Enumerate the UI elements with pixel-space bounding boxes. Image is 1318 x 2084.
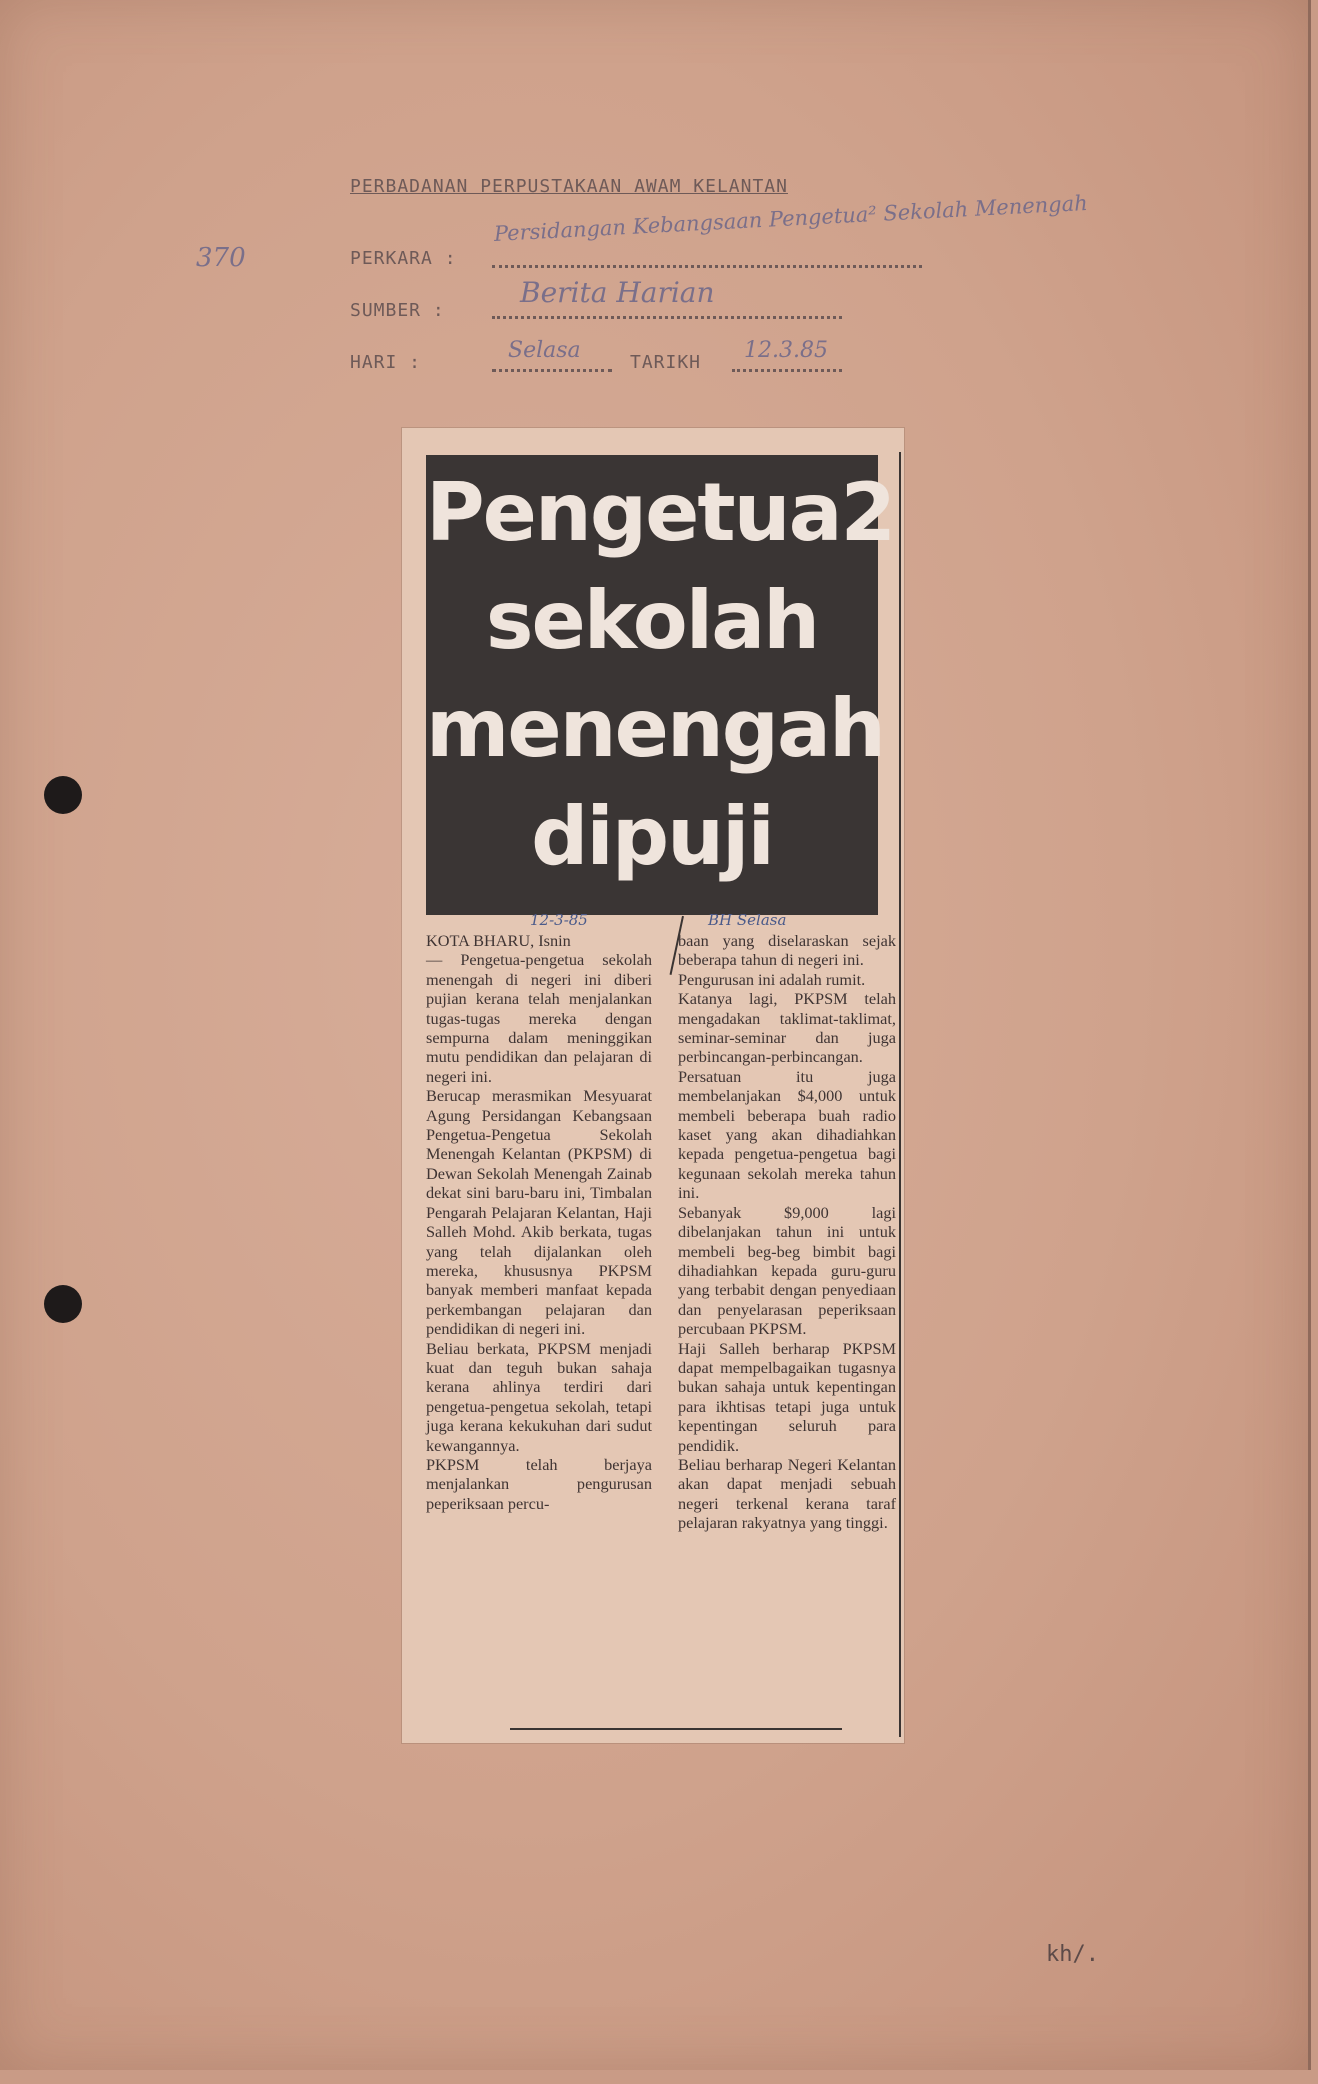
headline-line-1: Pengetua2 (426, 466, 895, 559)
footer-initials: kh/. (1046, 1942, 1099, 1967)
article-left-column: KOTA BHARU, Isnin — Pengetua-pengetua sekolah menengah di negeri ini diberi pujian kerana telah menjalankan tugas-tugas mereka dengan sempurna dalam meninggikan mutu pendidikan dan pelajaran di negeri ini. Berucap merasmikan Mesyuarat Agung Persidangan Kebangsaan Pengetua-Pengetua Sekolah Menengah Kelantan (PKPSM) di Dewan Sekolah Menengah Zainab dekat sini baru-baru ini, Timbalan Pengarah Pelajaran Kelantan, Haji Salleh Mohd. Akib berkata, tugas yang telah dijalankan oleh mereka, khususnya PKPSM banyak memberi manfaat kepada perkembangan pelajaran dan pendidikan di negeri ini. Beliau berkata, PKPSM menjadi kuat dan teguh bukan sahaja kerana ahlinya terdiri dari pengetua-pengetua sekolah, tetapi juga kerana kekukuhan dari sudut kewangannya. PKPSM telah berjaya menjalankan pengurusan peperiksaan percu- (426, 931, 652, 1513)
clipping-bottom-rule (510, 1728, 842, 1730)
handwritten-source: BH Selasa (708, 911, 787, 929)
newspaper-clipping (402, 428, 904, 1743)
institution-header: PERBADANAN PERPUSTAKAAN AWAM KELANTAN (350, 176, 788, 197)
sumber-label: SUMBER : (350, 300, 445, 321)
hari-value: Selasa (508, 338, 581, 363)
margin-number: 370 (196, 243, 246, 273)
perkara-label: PERKARA : (350, 248, 457, 269)
tarikh-label: TARIKH (630, 352, 702, 373)
clipping-right-rule (899, 452, 901, 1737)
hari-label: HARI : (350, 352, 422, 373)
sumber-dotted-line (492, 316, 842, 319)
punch-hole-top (44, 776, 82, 814)
tarikh-value: 12.3.85 (744, 338, 828, 363)
tarikh-dotted-line (732, 369, 842, 372)
sumber-value: Berita Harian (520, 276, 715, 309)
headline-line-4: dipuji (531, 790, 773, 883)
headline-box (426, 455, 895, 915)
perkara-value: Persidangan Kebangsaan Pengetua² Sekolah Menengah (493, 190, 1089, 246)
article-right-column: baan yang diselaraskan sejak beberapa tahun di negeri ini. Pengurusan ini adalah rumit. Katanya lagi, PKPSM telah mengadakan taklimat-taklimat, seminar-seminar dan juga perbincangan-perbincangan. Persatuan itu juga membelanjakan $4,000 untuk membeli beberapa buah radio kaset yang akan dihadiahkan kepada pengetua-pengetua bagi kegunaan sekolah mereka tahun ini. Sebanyak $9,000 lagi dibelanjakan tahun ini untuk membeli beg-beg bimbit bagi dihadiahkan kepada guru-guru yang terbabit dengan penyediaan dan penyelarasan peperiksaan percubaan PKPSM. Haji Salleh berharap PKPSM dapat mempelbagaikan tugasnya bukan sahaja untuk kepentingan para ikhtisas tetapi juga untuk kepentingan seluruh para pendidik. Beliau berharap Negeri Kelantan akan dapat menjadi sebuah negeri terkenal kerana taraf pelajaran rakyatnya yang tinggi. (678, 931, 896, 1533)
hari-dotted-line (492, 369, 612, 372)
handwritten-date: 12-3-85 (530, 911, 588, 929)
punch-hole-bottom (44, 1285, 82, 1323)
perkara-dotted-line (492, 265, 922, 268)
headline-line-3: menengah (426, 682, 884, 775)
headline-line-2: sekolah (485, 574, 819, 667)
